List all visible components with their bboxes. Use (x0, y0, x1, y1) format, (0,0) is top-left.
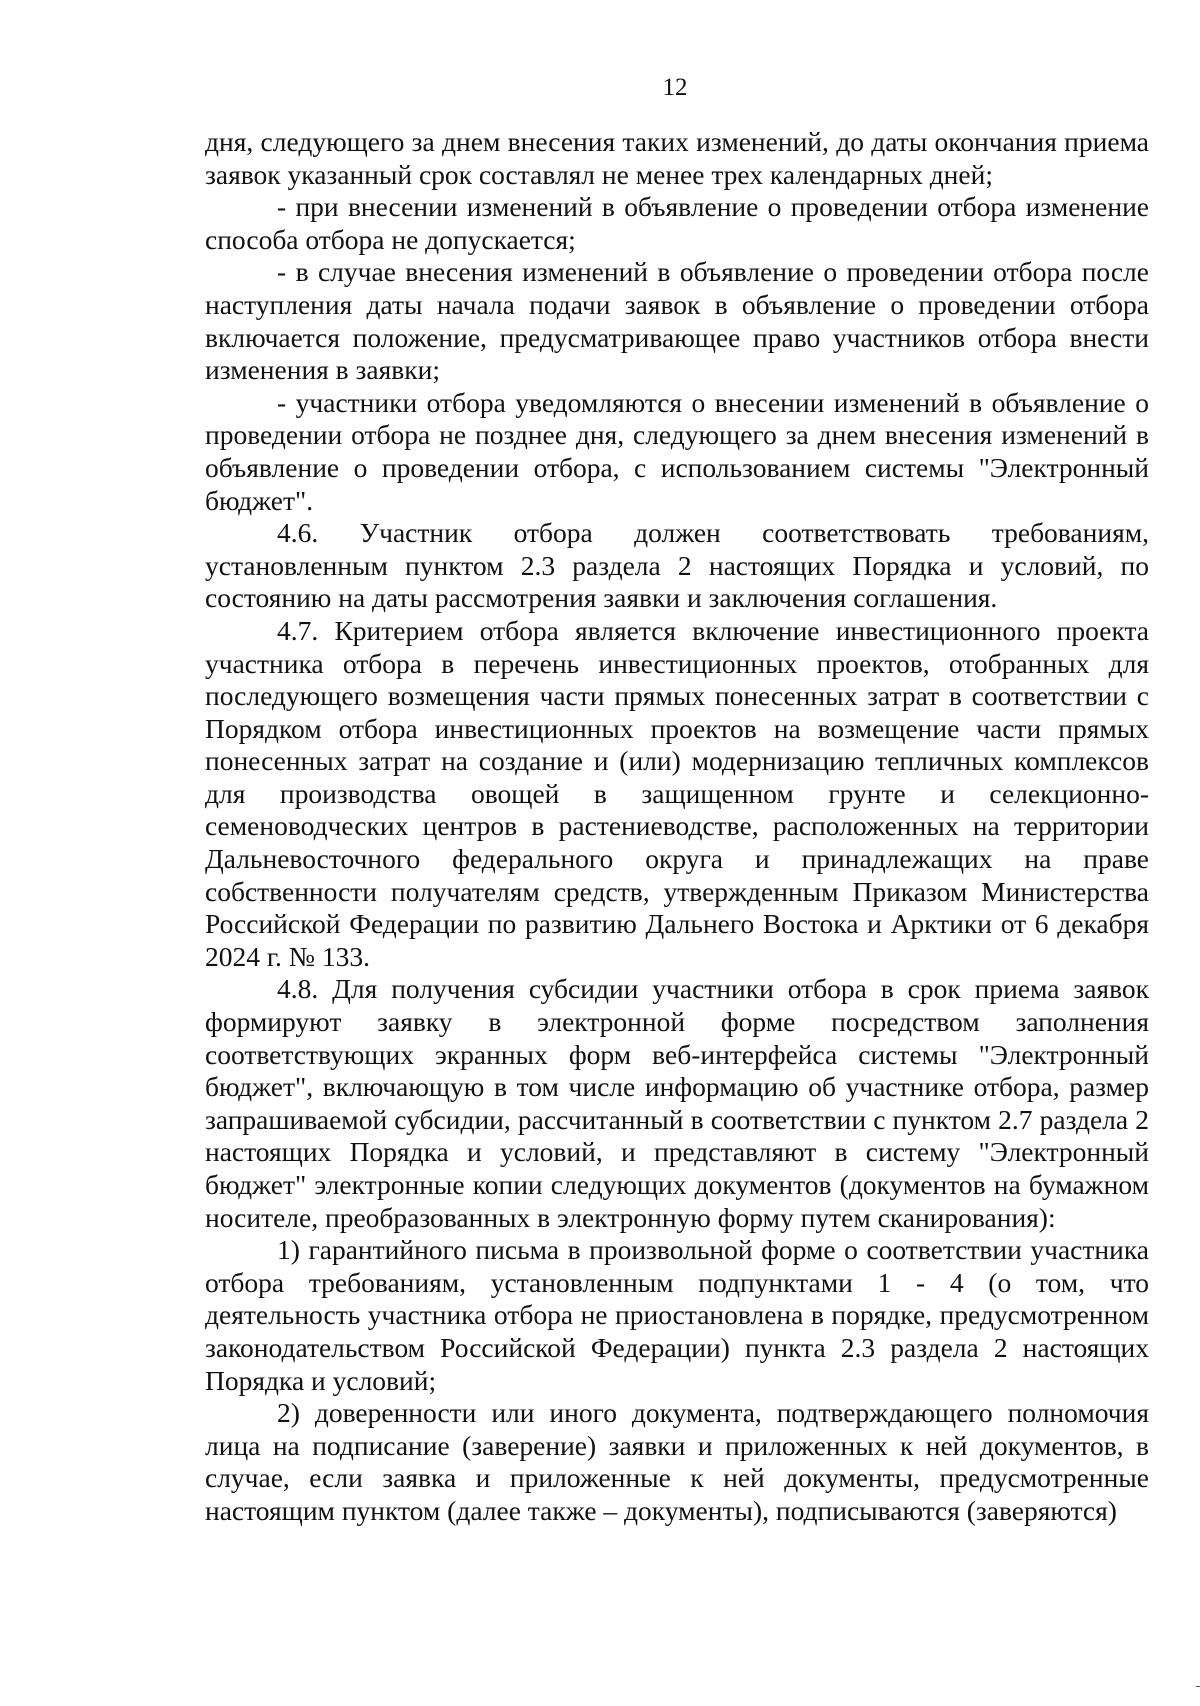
paragraph-bullet-change-after-start: - в случае внесения изменений в объявление о проведении отбора после наступления даты начала подачи заявок в объявление о проведении отбора включается положение, предусматривающее право участников отбора внести изменения в заявки; (205, 256, 1149, 386)
paragraph-4-6: 4.6. Участник отбора должен соответствовать требованиям, установленным пунктом 2.3 раздела 2 настоящих Порядка и условий, по состоянию на даты рассмотрения заявки и заключения соглашения. (205, 517, 1149, 614)
paragraph-item-2: 2) доверенности или иного документа, подтверждающего полномочия лица на подписание (заверение) заявки и приложенных к ней документов, в случае, если заявка и приложенные к ней документы, предусмотренные настоящим пунктом (далее также – документы), подписываются (заверяются) (205, 1397, 1149, 1526)
paragraph-4-8: 4.8. Для получения субсидии участники отбора в срок приема заявок формируют заявку в электронной форме посредством заполнения соответствующих экранных форм веб-интерфейса системы "Электронный бюджет", включающую в том числе информацию об участнике отбора, размер запрашиваемой субсидии, рассчитанный в соответствии с пунктом 2.7 раздела 2 настоящих Порядка и условий, и представляют в систему "Электронный бюджет" электронные копии следующих документов (документов на бумажном носителе, преобразованных в электронную форму путем сканирования): (205, 973, 1149, 1233)
paragraph-continuation: дня, следующего за днем внесения таких изменений, до даты окончания приема заявок указанный срок составлял не менее трех календарных дней; (205, 126, 1149, 190)
paragraph-bullet-notification: - участники отбора уведомляются о внесении изменений в объявление о проведении отбора не позднее дня, следующего за днем внесения изменений в объявление о проведении отбора, с использованием системы "Электронный бюджет". (205, 386, 1149, 516)
paragraph-4-7: 4.7. Критерием отбора является включение инвестиционного проекта участника отбора в перечень инвестиционных проектов, отобранных для последующего возмещения части прямых понесенных затрат в соответствии с Порядком отбора инвестиционных проектов на возмещение части прямых понесенных затрат на создание и (или) модернизацию тепличных комплексов для производства овощей в защищенном грунте и селекционно-семеноводческих центров в растениеводстве, расположенных на территории Дальневосточного федерального округа и принадлежащих на праве собственности получателям средств, утвержденным Приказом Министерства Российской Федерации по развитию Дальнего Востока и Арктики от 6 декабря 2024 г. № 133. (205, 614, 1149, 972)
paragraph-bullet-method-change: - при внесении изменений в объявление о проведении отбора изменение способа отбора не допускается; (205, 191, 1149, 255)
paragraph-item-1: 1) гарантийного письма в произвольной форме о соответствии участника отбора требованиям, установленным подпунктами 1 - 4 (о том, что деятельность участника отбора не приостановлена в порядке, предусмотренном законодательством Российской Федерации) пункта 2.3 раздела 2 настоящих Порядка и условий; (205, 1234, 1149, 1396)
scan-edge-mark (1196, 1686, 1200, 1687)
page-number: 12 (662, 74, 688, 101)
document-body (205, 126, 1149, 1528)
